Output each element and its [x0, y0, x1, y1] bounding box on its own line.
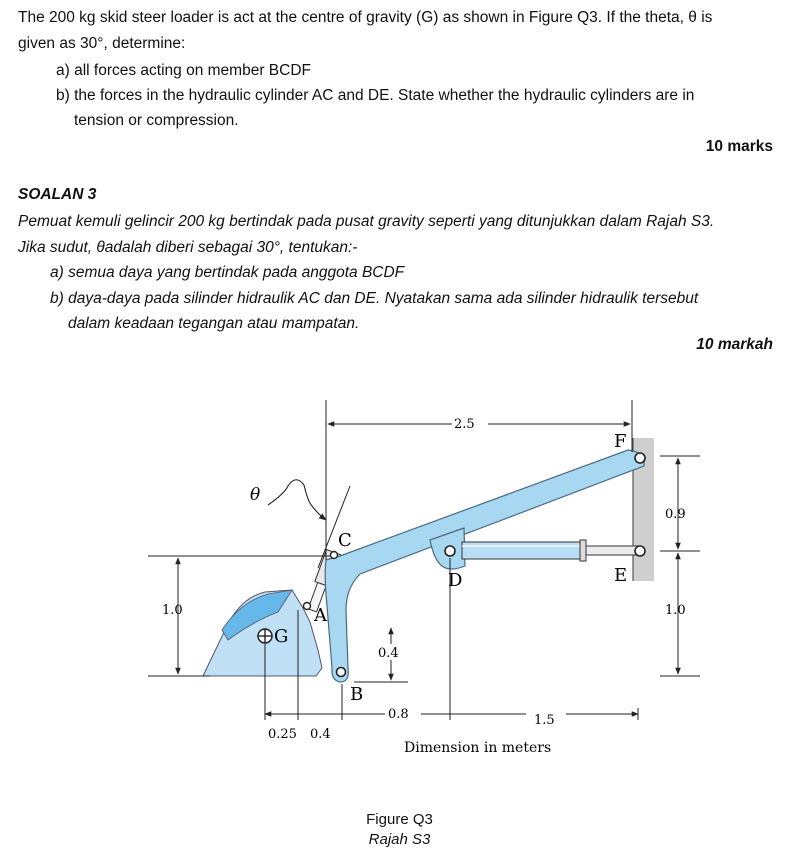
dim-top: 2.5 — [454, 417, 475, 432]
dim-b-height: 0.4 — [378, 646, 399, 661]
pin-d — [445, 546, 455, 556]
cylinder-de-barrel — [462, 542, 586, 559]
question-stem-line-1: The 200 kg skid steer loader is act at the centre of gravity (G) as shown in Figure Q3. If the theta, θ is — [18, 9, 713, 26]
label-e: E — [614, 565, 628, 586]
dim-bottom-mid: 0.8 — [388, 707, 409, 722]
label-d: D — [448, 570, 463, 591]
figure-caption-english: Figure Q3 — [366, 811, 433, 828]
theta-arrow — [268, 480, 326, 520]
dim-left-height: 1.0 — [162, 603, 183, 618]
dim-right-upper: 0.9 — [665, 507, 686, 522]
malay-stem-line-1: Pemuat kemuli gelincir 200 kg bertindak pada pusat gravity seperti yang ditunjukkan dalam Rajah S3. — [18, 213, 715, 230]
malay-stem-line-2: Jika sudut, θadalah diberi sebagai 30°, tentukan:- — [18, 239, 358, 256]
label-f: F — [614, 431, 627, 452]
label-b: B — [350, 684, 364, 705]
pin-e — [635, 546, 645, 556]
pin-a — [304, 603, 311, 610]
dim-bottom-left-2: 0.4 — [310, 727, 331, 742]
malay-part-b-line-1: b) daya-daya pada silinder hidraulik AC dan DE. Nyatakan sama ada silinder hidraulik tersebut — [50, 290, 699, 307]
question-stem-line-2: given as 30°, determine: — [18, 35, 186, 52]
dim-bottom-left-1: 0.25 — [268, 727, 297, 742]
units-note: Dimension in meters — [404, 740, 552, 756]
pin-c — [331, 552, 338, 559]
label-g: G — [274, 626, 289, 647]
label-theta: θ — [250, 485, 261, 505]
question-part-b-line-1: b) the forces in the hydraulic cylinder AC and DE. State whether the hydraulic cylinders are in — [56, 87, 695, 104]
malay-part-b-line-2: dalam keadaan tegangan atau mampatan. — [68, 315, 360, 332]
figure-caption-malay: Rajah S3 — [368, 831, 431, 848]
question-part-a: a) all forces acting on member BCDF — [56, 62, 311, 79]
centre-of-gravity-symbol — [258, 629, 272, 643]
dim-bottom-right: 1.5 — [534, 713, 555, 728]
label-a: A — [314, 605, 327, 626]
boom-bcdf — [325, 450, 644, 682]
pin-b — [337, 668, 346, 677]
malay-marks-label: 10 markah — [696, 336, 773, 353]
cylinder-de-rod — [586, 546, 638, 555]
question-part-b-line-2: tension or compression. — [74, 112, 239, 129]
dim-right-lower: 1.0 — [665, 603, 686, 618]
malay-heading: SOALAN 3 — [18, 186, 97, 203]
marks-label: 10 marks — [705, 138, 773, 155]
malay-part-a: a) semua daya yang bertindak pada anggota BCDF — [50, 264, 405, 281]
pin-f — [635, 453, 645, 463]
label-c: C — [338, 530, 352, 551]
